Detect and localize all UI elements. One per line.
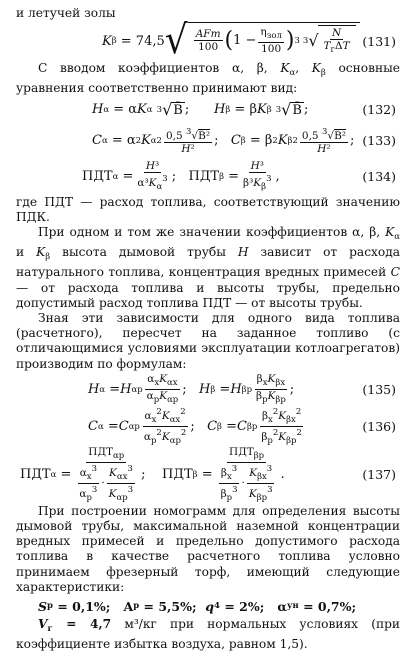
paragraph-height-dependence: При одном и том же значении коэффициентов α, β, $K_\alpha$ и $K_\beta$ высота дымовой трубы H зависит от расхода натурального топлива, концентрация вредных примесей C — от расхода топлива и высоты трубы, предельно допустимый расход топлива ПДТ — от высоты трубы.	[16, 225, 401, 310]
equation-134: ПДТ α = $\frac{\text{H³}}{\alpha^3K_\alpha^3}$ ; ПДТ β = $\frac{\text{H³}}{\beta^3K_\beta^3}$ , (134)	[82, 160, 396, 193]
radical-sign-icon: √	[164, 18, 188, 64]
paragraph-pdt: где ПДТ — расход топлива, соответствующий значению ПДК.	[16, 194, 400, 224]
paragraph-recalculation: Зная эти зависимости для одного вида топлива (расчетного), пересчет на заданное топливо (с отличающимися условиями эксплуатации котлоагрегатов) производим по формулам:	[16, 311, 400, 371]
equation-number: (137)	[362, 467, 396, 483]
equation-number: (132)	[362, 102, 396, 118]
paragraph-nomograms: При построении номограмм для определения высоты дымовой трубы, максимальной наземной концентрации вредных примесей и предельно допустимого расхода топлива в качестве расчетного топлива условно принимаем фрезерный торф, имеющий следующие характеристики:	[16, 503, 400, 594]
equation-number: (135)	[362, 382, 396, 398]
equation-number: (131)	[362, 33, 396, 49]
fuel-characteristics: S р = 0,1%; A р = 5,5%; q 4 = 2%; α ун = 0,7%;	[38, 598, 357, 614]
equation-133: C α = α 2 K α 2 $\frac{0,5 ^3√B̄^2}{\text{H²}}$ ; C β = β 2 K β 2 $\frac{0,5 ^3√B̄^2}{\text{H²}}$ ; (133)	[92, 127, 396, 156]
equation-number: (133)	[362, 133, 396, 149]
paragraph-gas-volume: $V_г = 4,7$ м³/кг при нормальных условиях (при коэффициенте избытка воздуха, равном 1,5).	[16, 617, 401, 652]
equation-132: H α = α K α 3 √ B̄ ; H β = β K β 3 √ B̄ ; (132)	[92, 100, 396, 120]
equation-136: C α = C αр $\frac{\alpha_x^2K_{\alpha x}^2}{\alpha_р^2K_{\alpha р}^2}$ ; C β = C βр $\frac{\beta_x^2K_{\beta x}^2}{\beta_р^2K_{\beta р}^2}$ (136)	[88, 407, 396, 447]
equation-number: (136)	[362, 419, 396, 435]
intro-text: и летучей золы	[16, 6, 116, 20]
equation-131: K β = 74,5 √ $\frac{\text{AFm}}{100}$ ( 1 − $\frac{\eta_{зол}}{100}$ ) 3 3 √ $\frac{N}{T_г\Delta T}$ (131)	[102, 18, 396, 64]
paragraph-coefficients: С вводом коэффициентов α, β, $K_\alpha$, $K_\beta$ основные уравнения соответственно принимают вид:	[16, 61, 400, 96]
equation-number: (134)	[362, 169, 396, 185]
equation-135: H α = H αр $\frac{\alpha_xK_{\alpha x}}{\alpha_рK_{\alpha р}}$ ; H β = H βр $\frac{\beta_xK_{\beta x}}{\beta_рK_{\beta р}}$ ; (135)	[88, 373, 396, 406]
equation-137: ПДТ α = $ПДТ_{\alpha р}$ $\frac{\alpha_x^3}{\alpha_р^3}$ · $\frac{K_{\alpha x}^3}{K_{\alpha р}^3}$ ; ПДТ β = $ПДТ_{\beta р}$ $\frac{\beta_x^3}{\beta_р^3}$ · $\frac{K_{\beta x}^3}{K_{\beta р}^3}$ . (137)	[20, 445, 396, 503]
